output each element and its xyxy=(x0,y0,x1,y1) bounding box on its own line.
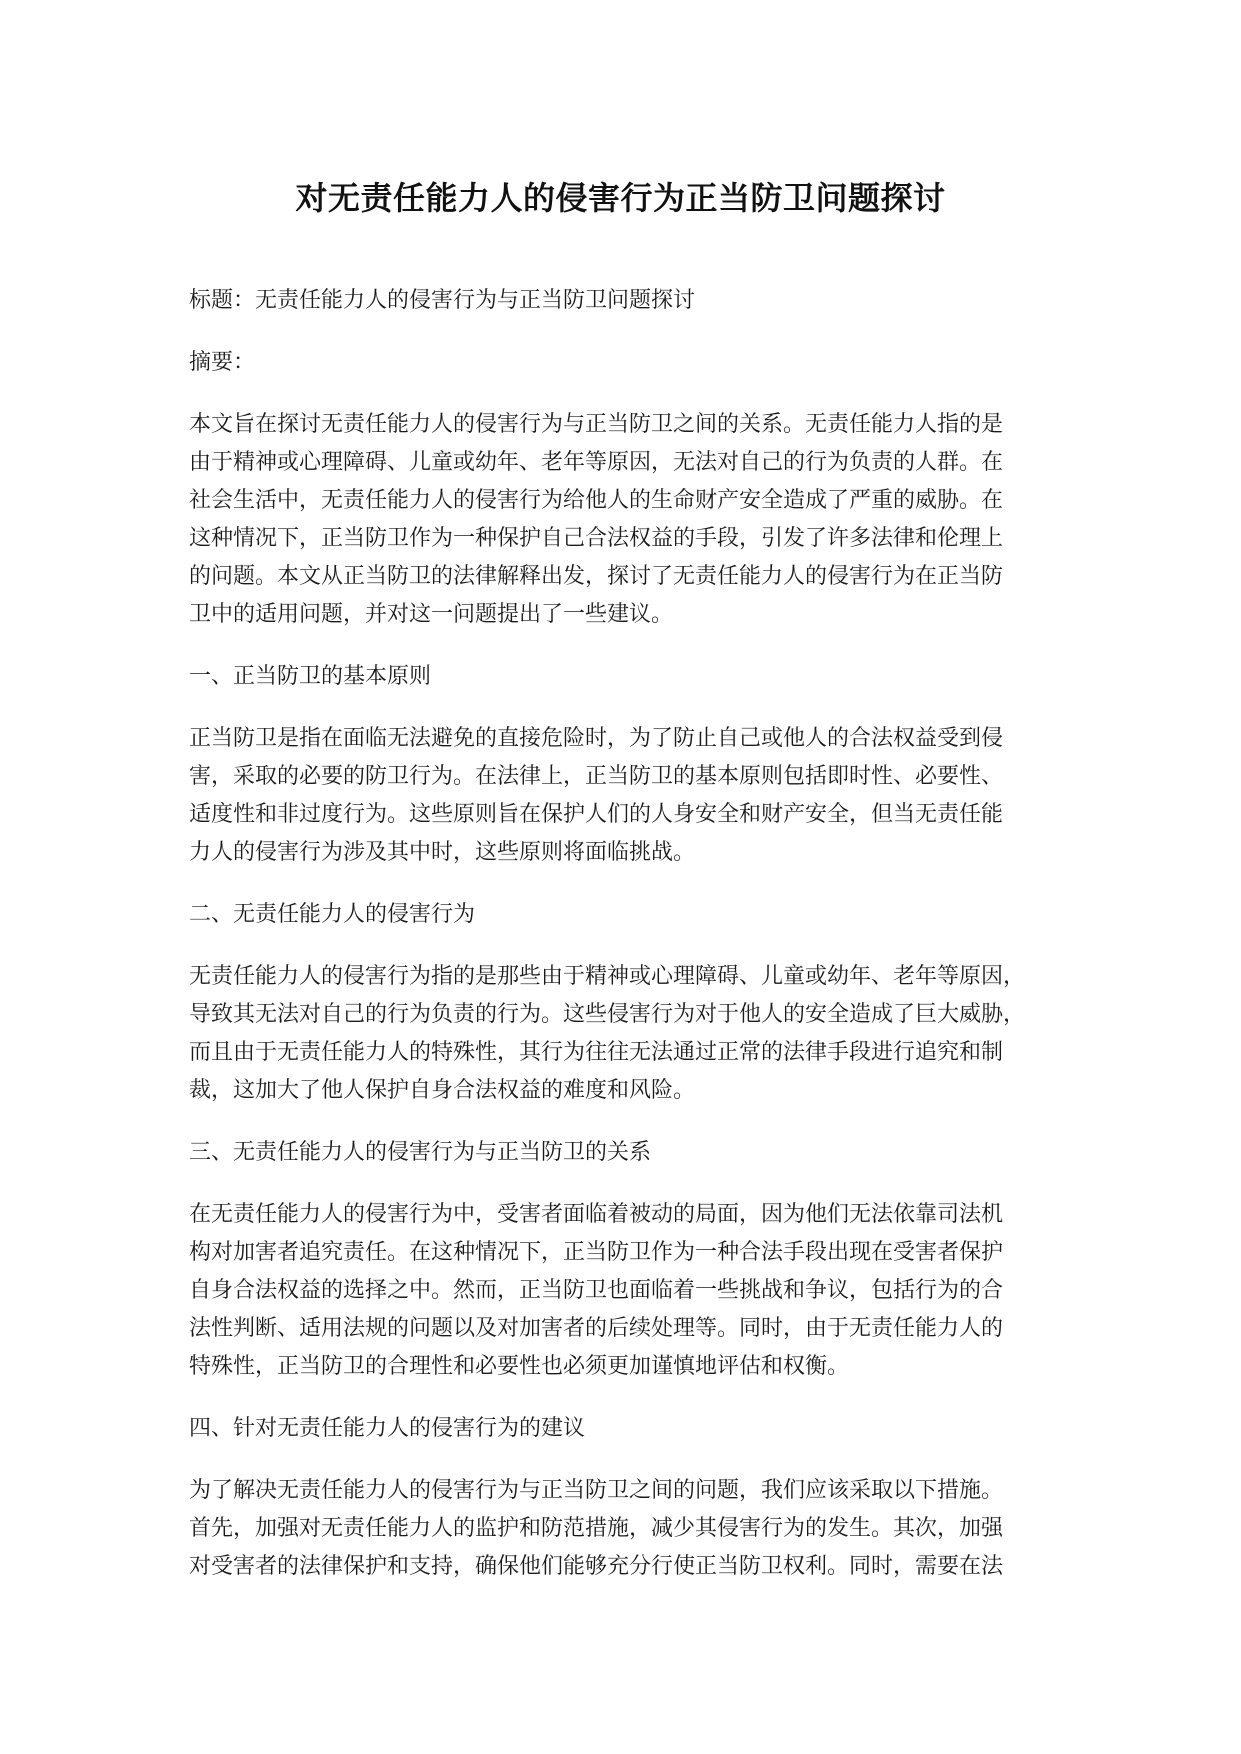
paragraph-line: 力人的侵害行为涉及其中时，这些原则将面临挑战。 xyxy=(189,840,696,865)
paragraph-line: 对受害者的法律保护和支持，确保他们能够充分行使正当防卫权利。同时，需要在法 xyxy=(189,1554,1004,1579)
abstract-label: 摘要： xyxy=(189,350,256,375)
section-heading-4: 四、针对无责任能力人的侵害行为的建议 xyxy=(189,1416,586,1441)
document-title: 对无责任能力人的侵害行为正当防卫问题探讨 xyxy=(295,179,946,217)
paragraph-line: 适度性和非过度行为。这些原则旨在保护人们的人身安全和财产安全，但当无责任能 xyxy=(189,802,1004,827)
paragraph-line: 无责任能力人的侵害行为指的是那些由于精神或心理障碍、儿童或幼年、老年等原因， xyxy=(189,964,1026,989)
section-paragraph-2 xyxy=(189,958,1091,1110)
paragraph-line: 为了解决无责任能力人的侵害行为与正当防卫之间的问题，我们应该采取以下措施。 xyxy=(189,1478,1004,1503)
paragraph-line: 自身合法权益的选择之中。然而，正当防卫也面临着一些挑战和争议，包括行为的合 xyxy=(189,1278,1004,1303)
section-heading-3: 三、无责任能力人的侵害行为与正当防卫的关系 xyxy=(189,1140,652,1165)
paragraph-line: 导致其无法对自己的行为负责的行为。这些侵害行为对于他人的安全造成了巨大威胁， xyxy=(189,1002,1026,1027)
paragraph-line: 构对加害者追究责任。在这种情况下，正当防卫作为一种合法手段出现在受害者保护 xyxy=(189,1240,1004,1265)
abstract-line: 这种情况下，正当防卫作为一种保护自己合法权益的手段，引发了许多法律和伦理上 xyxy=(189,526,1004,551)
paragraph-line: 首先，加强对无责任能力人的监护和防范措施，减少其侵害行为的发生。其次，加强 xyxy=(189,1516,1004,1541)
section-paragraph-3 xyxy=(189,1196,1091,1386)
abstract-line: 本文旨在探讨无责任能力人的侵害行为与正当防卫之间的关系。无责任能力人指的是 xyxy=(189,412,1004,437)
section-paragraph-4 xyxy=(189,1472,1091,1586)
paragraph-line: 害，采取的必要的防卫行为。在法律上，正当防卫的基本原则包括即时性、必要性、 xyxy=(189,764,1004,789)
abstract-line: 卫中的适用问题，并对这一问题提出了一些建议。 xyxy=(189,602,674,627)
abstract-line: 由于精神或心理障碍、儿童或幼年、老年等原因，无法对自己的行为负责的人群。在 xyxy=(189,450,1004,475)
abstract-line: 的问题。本文从正当防卫的法律解释出发，探讨了无责任能力人的侵害行为在正当防 xyxy=(189,564,1004,589)
paragraph-line: 正当防卫是指在面临无法避免的直接危险时，为了防止自己或他人的合法权益受到侵 xyxy=(189,726,1004,751)
section-heading-2: 二、无责任能力人的侵害行为 xyxy=(189,902,476,927)
document-body xyxy=(189,282,1091,1610)
section-heading-1: 一、正当防卫的基本原则 xyxy=(189,664,432,689)
section-paragraph-1 xyxy=(189,720,1091,872)
paragraph-line: 在无责任能力人的侵害行为中，受害者面临着被动的局面，因为他们无法依靠司法机 xyxy=(189,1202,1004,1227)
abstract-line: 社会生活中，无责任能力人的侵害行为给他人的生命财产安全造成了严重的威胁。在 xyxy=(189,488,1004,513)
paragraph-line: 法性判断、适用法规的问题以及对加害者的后续处理等。同时，由于无责任能力人的 xyxy=(189,1316,1004,1341)
paragraph-line: 特殊性，正当防卫的合理性和必要性也必须更加谨慎地评估和权衡。 xyxy=(189,1354,850,1379)
paragraph-line: 裁，这加大了他人保护自身合法权益的难度和风险。 xyxy=(189,1078,696,1103)
paragraph-line: 而且由于无责任能力人的特殊性，其行为往往无法通过正常的法律手段进行追究和制 xyxy=(189,1040,1004,1065)
abstract-paragraph xyxy=(189,406,1091,634)
subtitle-line: 标题：无责任能力人的侵害行为与正当防卫问题探讨 xyxy=(189,288,696,313)
